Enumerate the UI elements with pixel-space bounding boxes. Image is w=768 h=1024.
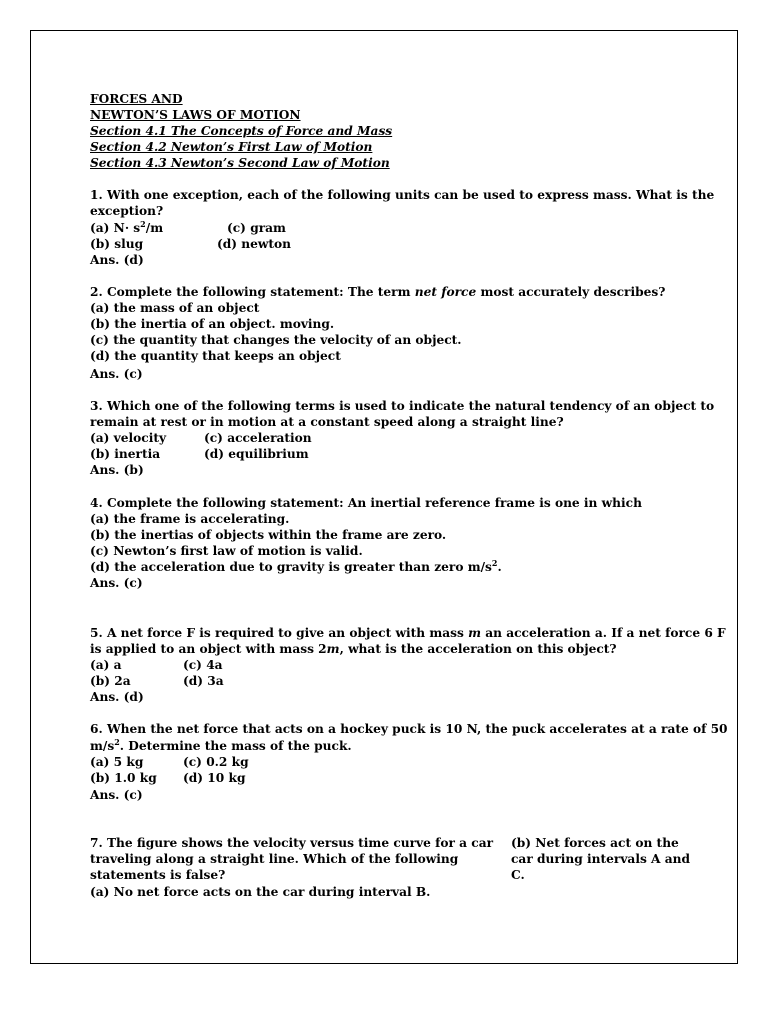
q2-stem: 2. Complete the following statement: The term net force most accurately describes? <box>90 285 666 299</box>
q7-option-a: (a) No net force acts on the car during interval B. <box>90 885 431 899</box>
q7-stem-line-3: statements is false? <box>90 868 226 882</box>
q2-option-d: (d) the quantity that keeps an object <box>90 349 341 363</box>
q6-answer: Ans. (c) <box>90 788 143 802</box>
q4-option-c: (c) Newton’s first law of motion is valid. <box>90 544 363 558</box>
q3-options-row-2 <box>90 446 309 462</box>
q6-options-row-1 <box>90 754 249 770</box>
q6-stem-line-2: $m/s^2$. Determine the mass of the puck. <box>90 736 352 753</box>
q3-answer: Ans. (b) <box>90 463 144 477</box>
q1-answer: Ans. (d) <box>90 253 144 267</box>
q4-option-a: (a) the frame is accelerating. <box>90 512 290 526</box>
q2-option-c: (c) the quantity that changes the velocity of an object. <box>90 333 462 347</box>
q7-option-b-line-3: C. <box>511 868 525 882</box>
q5-stem-line-1: 5. A net force F is required to give an object with mass m an acceleration a. If a net force 6 F <box>90 626 726 640</box>
q2-option-b: (b) the inertia of an object. moving. <box>90 317 335 331</box>
section-heading-4-1: Section 4.1 The Concepts of Force and Mass <box>90 124 393 138</box>
q1-option-b: (b) slug <box>90 237 144 251</box>
q5-options-row-1 <box>90 657 223 673</box>
q1-option-d: (d) newton <box>217 237 292 251</box>
q4-answer: Ans. (c) <box>90 576 143 590</box>
q5-stem-line-2: is applied to an object with mass 2m, what is the acceleration on this object? <box>90 642 617 656</box>
q1-stem-line-2: exception? <box>90 204 164 218</box>
q5-option-d: (d) 3a <box>183 674 224 688</box>
q3-options-row-1 <box>90 430 312 446</box>
q4-stem: 4. Complete the following statement: An inertial reference frame is one in which <box>90 496 642 510</box>
q6-option-b: (b) 1.0 kg <box>90 771 157 785</box>
section-heading-4-2: Section 4.2 Newton’s First Law of Motion <box>90 140 373 154</box>
q2-answer: Ans. (c) <box>90 367 143 381</box>
q5-option-c: (c) 4a <box>183 658 223 672</box>
q4-option-d: (d) the acceleration due to gravity is greater than zero $m/s^2$. <box>90 557 502 574</box>
q2-option-a: (a) the mass of an object <box>90 301 260 315</box>
q5-option-a: (a) a <box>90 658 122 672</box>
q6-stem-line-1: 6. When the net force that acts on a hockey puck is 10 N, the puck accelerates at a rate of 50 <box>90 722 728 736</box>
q6-options-row-2 <box>90 770 246 786</box>
q3-option-c: (c) acceleration <box>204 431 312 445</box>
q1-option-a: (a) $N\cdot s^2/m$ <box>90 218 164 235</box>
q1-options-row-1 <box>90 218 286 236</box>
doc-title-line-2: NEWTON’S LAWS OF MOTION <box>90 108 301 122</box>
q7-option-b-line-1: (b) Net forces act on the <box>511 836 679 850</box>
q1-stem-line-1: 1. With one exception, each of the following units can be used to express mass. What is the <box>90 188 715 202</box>
q5-options-row-2 <box>90 673 224 689</box>
q3-option-a: (a) velocity <box>90 431 167 445</box>
q6-option-c: (c) 0.2 kg <box>183 755 249 769</box>
q7-option-b-line-2: car during intervals A and <box>511 852 691 866</box>
q7-stem-line-1: 7. The figure shows the velocity versus time curve for a car <box>90 836 494 850</box>
q7-stem-line-2: traveling along a straight line. Which of the following <box>90 852 459 866</box>
q5-option-b: (b) 2a <box>90 674 131 688</box>
q3-stem-line-1: 3. Which one of the following terms is used to indicate the natural tendency of an object to <box>90 399 715 413</box>
doc-title-line-1: FORCES AND <box>90 92 183 106</box>
q5-answer: Ans. (d) <box>90 690 144 704</box>
q3-option-b: (b) inertia <box>90 447 161 461</box>
q4-option-b: (b) the inertias of objects within the frame are zero. <box>90 528 447 542</box>
q6-option-d: (d) 10 kg <box>183 771 246 785</box>
q1-option-c: (c) gram <box>227 221 286 235</box>
section-heading-4-3: Section 4.3 Newton’s Second Law of Motion <box>90 156 390 170</box>
q3-stem-line-2: remain at rest or in motion at a constant speed along a straight line? <box>90 415 564 429</box>
q6-option-a: (a) 5 kg <box>90 755 144 769</box>
q1-options-row-2 <box>90 236 292 252</box>
q3-option-d: (d) equilibrium <box>204 447 309 461</box>
